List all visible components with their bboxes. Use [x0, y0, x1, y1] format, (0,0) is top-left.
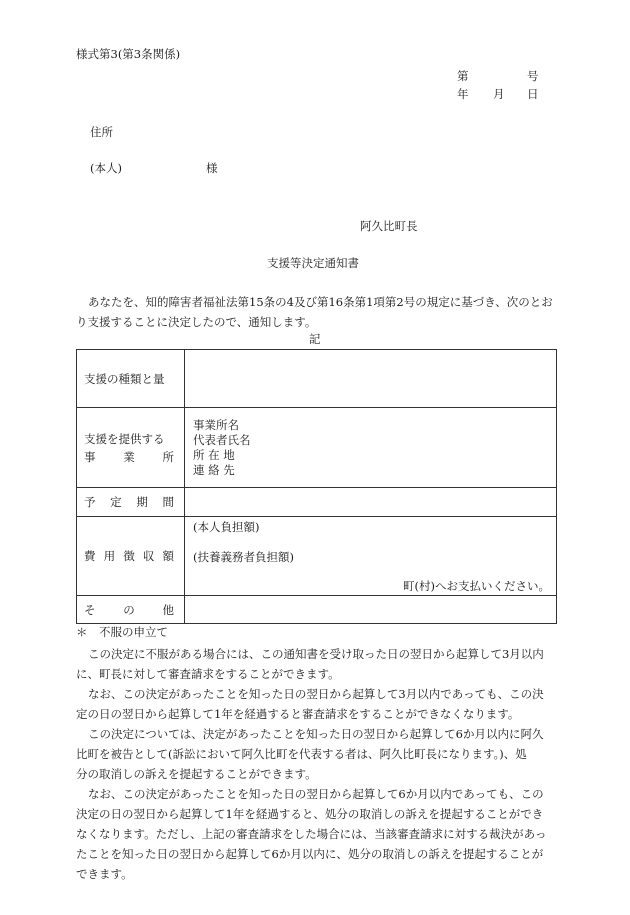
table-row — [77, 350, 557, 408]
guardian-burden-label: (扶養義務者負担額) — [193, 550, 294, 564]
person-label: (本人) — [90, 161, 122, 175]
support-type-label: 支援の種類と量 — [77, 350, 185, 408]
ki-label: 記 — [309, 332, 321, 346]
provider-contact-label: 連 絡 先 — [193, 462, 235, 477]
paragraph-line: 比町を被告として(訴訟において阿久比町を代表する者は、阿久比町長になります。)、処 — [76, 747, 527, 761]
honorific: 様 — [206, 161, 218, 175]
scheduled-period-value — [185, 488, 557, 517]
document-number-prefix: 第 — [457, 69, 469, 83]
date-year-label: 年 — [457, 87, 469, 101]
other-value — [185, 596, 557, 624]
paragraph-line: 定の日の翌日から起算して1年を経過すると審査請求をすることができなくなります。 — [76, 707, 520, 721]
provider-label-line1: 支援を提供する — [84, 431, 165, 446]
provider-label — [77, 408, 185, 488]
paragraph-line: この決定については、決定があったことを知った日の翌日から起算して6か月以内に阿久 — [88, 727, 544, 741]
date-month-label: 月 — [493, 87, 505, 101]
paragraph-line: たことを知った日の翌日から起算して6か月以内に、処分の取消しの訴えを提起することが — [76, 847, 544, 861]
paragraph-line: この決定に不服がある場合には、この通知書を受け取った日の翌日から起算して3月以内 — [88, 647, 544, 661]
table-row — [77, 596, 557, 624]
table-row — [77, 408, 557, 488]
paragraph-line: できます。 — [76, 867, 133, 881]
issuer-name: 阿久比町長 — [360, 219, 418, 233]
other-label: そ の 他 — [77, 596, 185, 624]
date-day-label: 日 — [527, 87, 539, 101]
provider-address-label: 所 在 地 — [193, 447, 235, 462]
provider-details — [185, 408, 557, 488]
document-title: 支援等決定通知書 — [267, 256, 359, 270]
paragraph-line: なお、この決定があったことを知った日の翌日から起算して6か月以内であっても、この — [88, 787, 544, 801]
payment-instruction: 町(村)へお支払いください。 — [403, 579, 550, 593]
provider-representative-label: 代表者氏名 — [193, 432, 251, 447]
intro-line: あなたを、知的障害者福祉法第15条の4及び第16条第1項第2号の規定に基づき、次のとお — [88, 295, 553, 309]
self-burden-label: (本人負担額) — [193, 520, 260, 534]
objection-heading: ＊ 不服の申立て — [76, 625, 168, 639]
paragraph-line: 決定の日の翌日から起算して1年を経過すると、処分の取消しの訴えを提起することができ — [76, 807, 544, 821]
paragraph-line: に、町長に対して審査請求をすることができます。 — [76, 667, 340, 681]
table-row — [77, 488, 557, 517]
intro-line: り支援することに決定したので、通知します。 — [76, 315, 317, 329]
paragraph-line: なお、この決定があったことを知った日の翌日から起算して3月以内であっても、この決 — [88, 687, 544, 701]
address-label: 住所 — [90, 125, 113, 139]
support-details-table — [76, 349, 557, 624]
intro-paragraph — [76, 292, 558, 332]
form-number: 様式第3(第3条関係) — [76, 47, 181, 61]
table-row — [77, 517, 557, 596]
provider-name-label: 事業所名 — [193, 417, 239, 432]
provider-label-line2: 事 業 所 — [84, 449, 174, 464]
fee-details — [185, 517, 557, 596]
objection-paragraph — [76, 644, 558, 684]
paragraph-line: なくなります。ただし、上記の審査請求をした場合には、当該審査請求に対する裁決があっ — [76, 827, 547, 841]
objection-paragraph — [76, 724, 558, 784]
document-number-suffix: 号 — [527, 69, 539, 83]
support-type-value — [185, 350, 557, 408]
fee-label: 費 用 徴 収 額 — [77, 517, 185, 596]
objection-paragraph — [76, 684, 558, 724]
scheduled-period-label: 予 定 期 間 — [77, 488, 185, 517]
paragraph-line: 分の取消しの訴えを提起することができます。 — [76, 767, 317, 781]
objection-paragraph — [76, 784, 558, 884]
